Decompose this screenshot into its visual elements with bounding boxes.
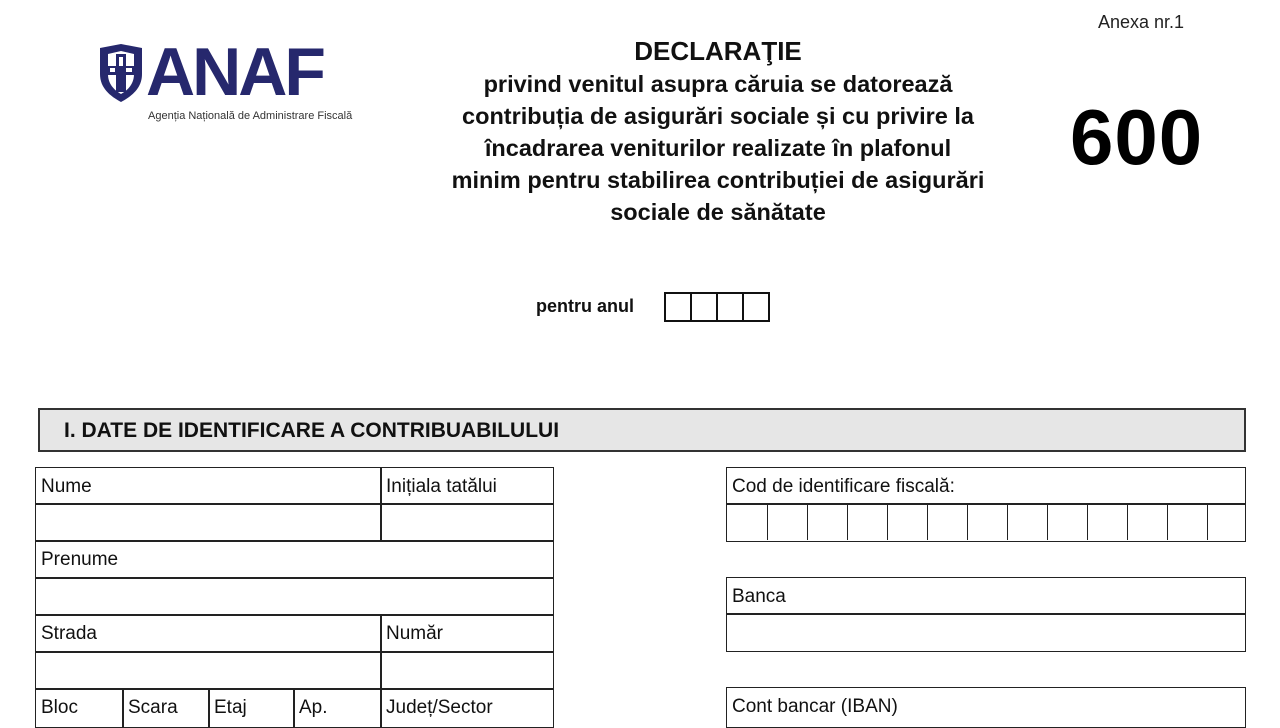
cif-label-cell (726, 467, 1246, 505)
title-line: contribuția de asigurări sociale și cu privire la (462, 103, 974, 129)
year-digit-box[interactable] (718, 294, 744, 320)
nume-label: Nume (41, 476, 92, 497)
ap-label: Ap. (299, 697, 328, 718)
cif-digit-box[interactable] (1167, 504, 1207, 540)
prenume-field[interactable] (35, 577, 554, 616)
banca-label-cell (726, 577, 1246, 615)
title-line: privind venitul asupra căruia se datorează (483, 71, 953, 97)
iban-label: Cont bancar (IBAN) (732, 696, 898, 717)
anaf-logo (98, 34, 378, 132)
initiala-label-cell (380, 467, 554, 505)
scara-label: Scara (128, 697, 178, 718)
cif-digit-box[interactable] (767, 504, 807, 540)
numar-label-cell (380, 614, 554, 653)
year-label: pentru anul (536, 296, 634, 316)
title-line: încadrarea veniturilor realizate în plafonul (484, 135, 952, 161)
title-main: DECLARAŢIE (634, 36, 802, 66)
initiala-field[interactable] (380, 503, 554, 542)
prenume-label: Prenume (41, 549, 119, 570)
cif-label: Cod de identificare fiscală: (732, 476, 955, 497)
title-line: minim pentru stabilirea contribuției de asigurări (451, 167, 985, 193)
cif-digit-box[interactable] (887, 504, 927, 540)
cif-digit-box[interactable] (1087, 504, 1127, 540)
ap-label-cell (293, 688, 382, 728)
year-digit-box[interactable] (744, 294, 768, 320)
scara-label-cell (122, 688, 210, 728)
prenume-label-cell (35, 540, 554, 579)
cif-digit-box[interactable] (1127, 504, 1167, 540)
anexa-label: Anexa nr.1 (1098, 12, 1185, 32)
strada-label-cell (35, 614, 382, 653)
title-line: sociale de sănătate (610, 199, 826, 225)
cif-digit-box[interactable] (807, 504, 847, 540)
cif-digit-box[interactable] (847, 504, 887, 540)
nume-field[interactable] (35, 503, 382, 542)
cif-digit-box[interactable] (1047, 504, 1087, 540)
numar-field[interactable] (380, 651, 554, 690)
logo-subtitle: Agenția Națională de Administrare Fiscală (148, 110, 353, 122)
bloc-label-cell (35, 688, 124, 728)
strada-field[interactable] (35, 651, 382, 690)
strada-label: Strada (41, 623, 97, 644)
section-header (38, 408, 1246, 452)
section-title: I. DATE DE IDENTIFICARE A CONTRIBUABILULUI (64, 419, 560, 442)
judet-label: Județ/Sector (386, 697, 493, 718)
cif-digit-box[interactable] (927, 504, 967, 540)
nume-label-cell (35, 467, 382, 505)
banca-field[interactable] (726, 613, 1246, 652)
banca-label: Banca (732, 586, 786, 607)
declaration-title (380, 34, 1056, 228)
form-number: 600 (1070, 93, 1204, 181)
etaj-label-cell (208, 688, 295, 728)
cif-digit-box[interactable] (1007, 504, 1047, 540)
numar-label: Număr (386, 623, 444, 644)
judet-label-cell (380, 688, 554, 728)
cif-digit-grid[interactable] (727, 504, 1247, 540)
year-digit-box[interactable] (666, 294, 692, 320)
etaj-label: Etaj (214, 697, 247, 718)
cif-digit-box[interactable] (727, 504, 767, 540)
logo-text: ANAF (146, 34, 323, 110)
initiala-label: Inițiala tatălui (386, 476, 497, 497)
year-digit-box[interactable] (692, 294, 718, 320)
year-input-boxes[interactable] (664, 292, 770, 322)
cif-digit-box[interactable] (967, 504, 1007, 540)
cif-field[interactable] (726, 503, 1246, 542)
cif-digit-box[interactable] (1207, 504, 1247, 540)
bloc-label: Bloc (41, 697, 78, 718)
anaf-shield-icon (98, 44, 144, 102)
iban-label-cell (726, 687, 1246, 728)
